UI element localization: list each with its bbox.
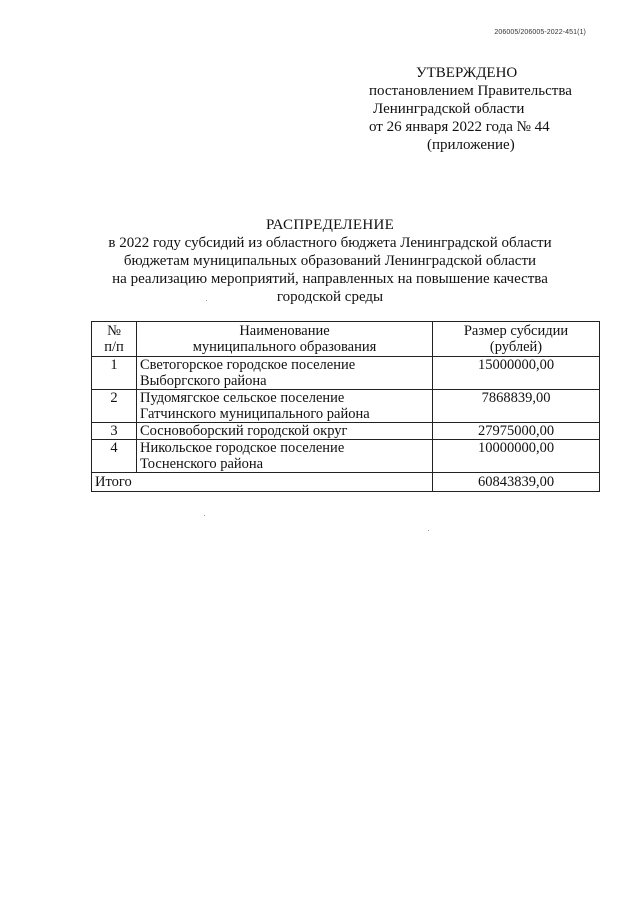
table-row bbox=[92, 390, 600, 423]
header-num-line-1: № bbox=[107, 323, 121, 339]
table-header-row bbox=[92, 322, 600, 357]
header-num-line-2: п/п bbox=[104, 339, 124, 355]
row-municipality bbox=[137, 390, 433, 423]
row-municipality-line-2: Выборгского района bbox=[140, 373, 267, 389]
approval-block bbox=[369, 64, 609, 154]
row-municipality-line-2: Гатчинского муниципального района bbox=[140, 406, 370, 422]
row-number: 4 bbox=[92, 440, 137, 473]
header-name bbox=[137, 322, 433, 357]
row-municipality-line-1: Никольское городское поселение bbox=[140, 440, 345, 456]
row-municipality-line-2: Тосненского района bbox=[140, 456, 264, 472]
row-municipality bbox=[137, 357, 433, 390]
table-row bbox=[92, 357, 600, 390]
approval-approved: УТВЕРЖДЕНО bbox=[416, 65, 518, 81]
row-municipality bbox=[137, 423, 433, 440]
header-num bbox=[92, 322, 137, 357]
row-number: 2 bbox=[92, 390, 137, 423]
row-municipality-line-1: Сосновоборский городской округ bbox=[140, 423, 348, 439]
approval-resolution: постановлением Правительства bbox=[369, 83, 572, 99]
header-amount-line-1: Размер субсидии bbox=[463, 323, 569, 339]
row-municipality-line-1: Светогорское городское поселение bbox=[140, 357, 356, 373]
row-amount: 10000000,00 bbox=[433, 440, 600, 473]
total-amount: 60843839,00 bbox=[433, 473, 600, 492]
total-row bbox=[92, 473, 600, 492]
heading-line-1: в 2022 году субсидий из областного бюджета Ленинградской области bbox=[108, 235, 552, 251]
document-heading bbox=[0, 216, 640, 306]
scan-speck bbox=[206, 300, 207, 301]
document-id: 206005/206005-2022-451(1) bbox=[494, 29, 586, 36]
row-amount: 7868839,00 bbox=[433, 390, 600, 423]
row-amount: 15000000,00 bbox=[433, 357, 600, 390]
distribution-table bbox=[91, 321, 600, 492]
table-row bbox=[92, 423, 600, 440]
heading-line-2: бюджетам муниципальных образований Ленинградской области bbox=[123, 253, 537, 269]
row-number: 3 bbox=[92, 423, 137, 440]
row-municipality-line-1: Пудомягское сельское поселение bbox=[140, 390, 345, 406]
scan-speck bbox=[204, 515, 205, 516]
header-amount-line-2: (рублей) bbox=[489, 339, 543, 355]
header-amount bbox=[433, 322, 600, 357]
scan-speck bbox=[428, 530, 429, 531]
header-name-line-2: муниципального образования bbox=[192, 339, 377, 355]
approval-appendix: (приложение) bbox=[427, 137, 515, 153]
row-municipality bbox=[137, 440, 433, 473]
row-amount: 27975000,00 bbox=[433, 423, 600, 440]
total-label: Итого bbox=[92, 473, 433, 492]
table-row bbox=[92, 440, 600, 473]
approval-date-number: от 26 января 2022 года № 44 bbox=[369, 119, 550, 135]
heading-line-3: на реализацию мероприятий, направленных на повышение качества bbox=[112, 271, 548, 287]
heading-title: РАСПРЕДЕЛЕНИЕ bbox=[265, 217, 395, 233]
approval-region: Ленинградской области bbox=[373, 101, 525, 117]
row-number: 1 bbox=[92, 357, 137, 390]
heading-line-4: городской среды bbox=[276, 289, 384, 305]
header-name-line-1: Наименование bbox=[239, 323, 330, 339]
